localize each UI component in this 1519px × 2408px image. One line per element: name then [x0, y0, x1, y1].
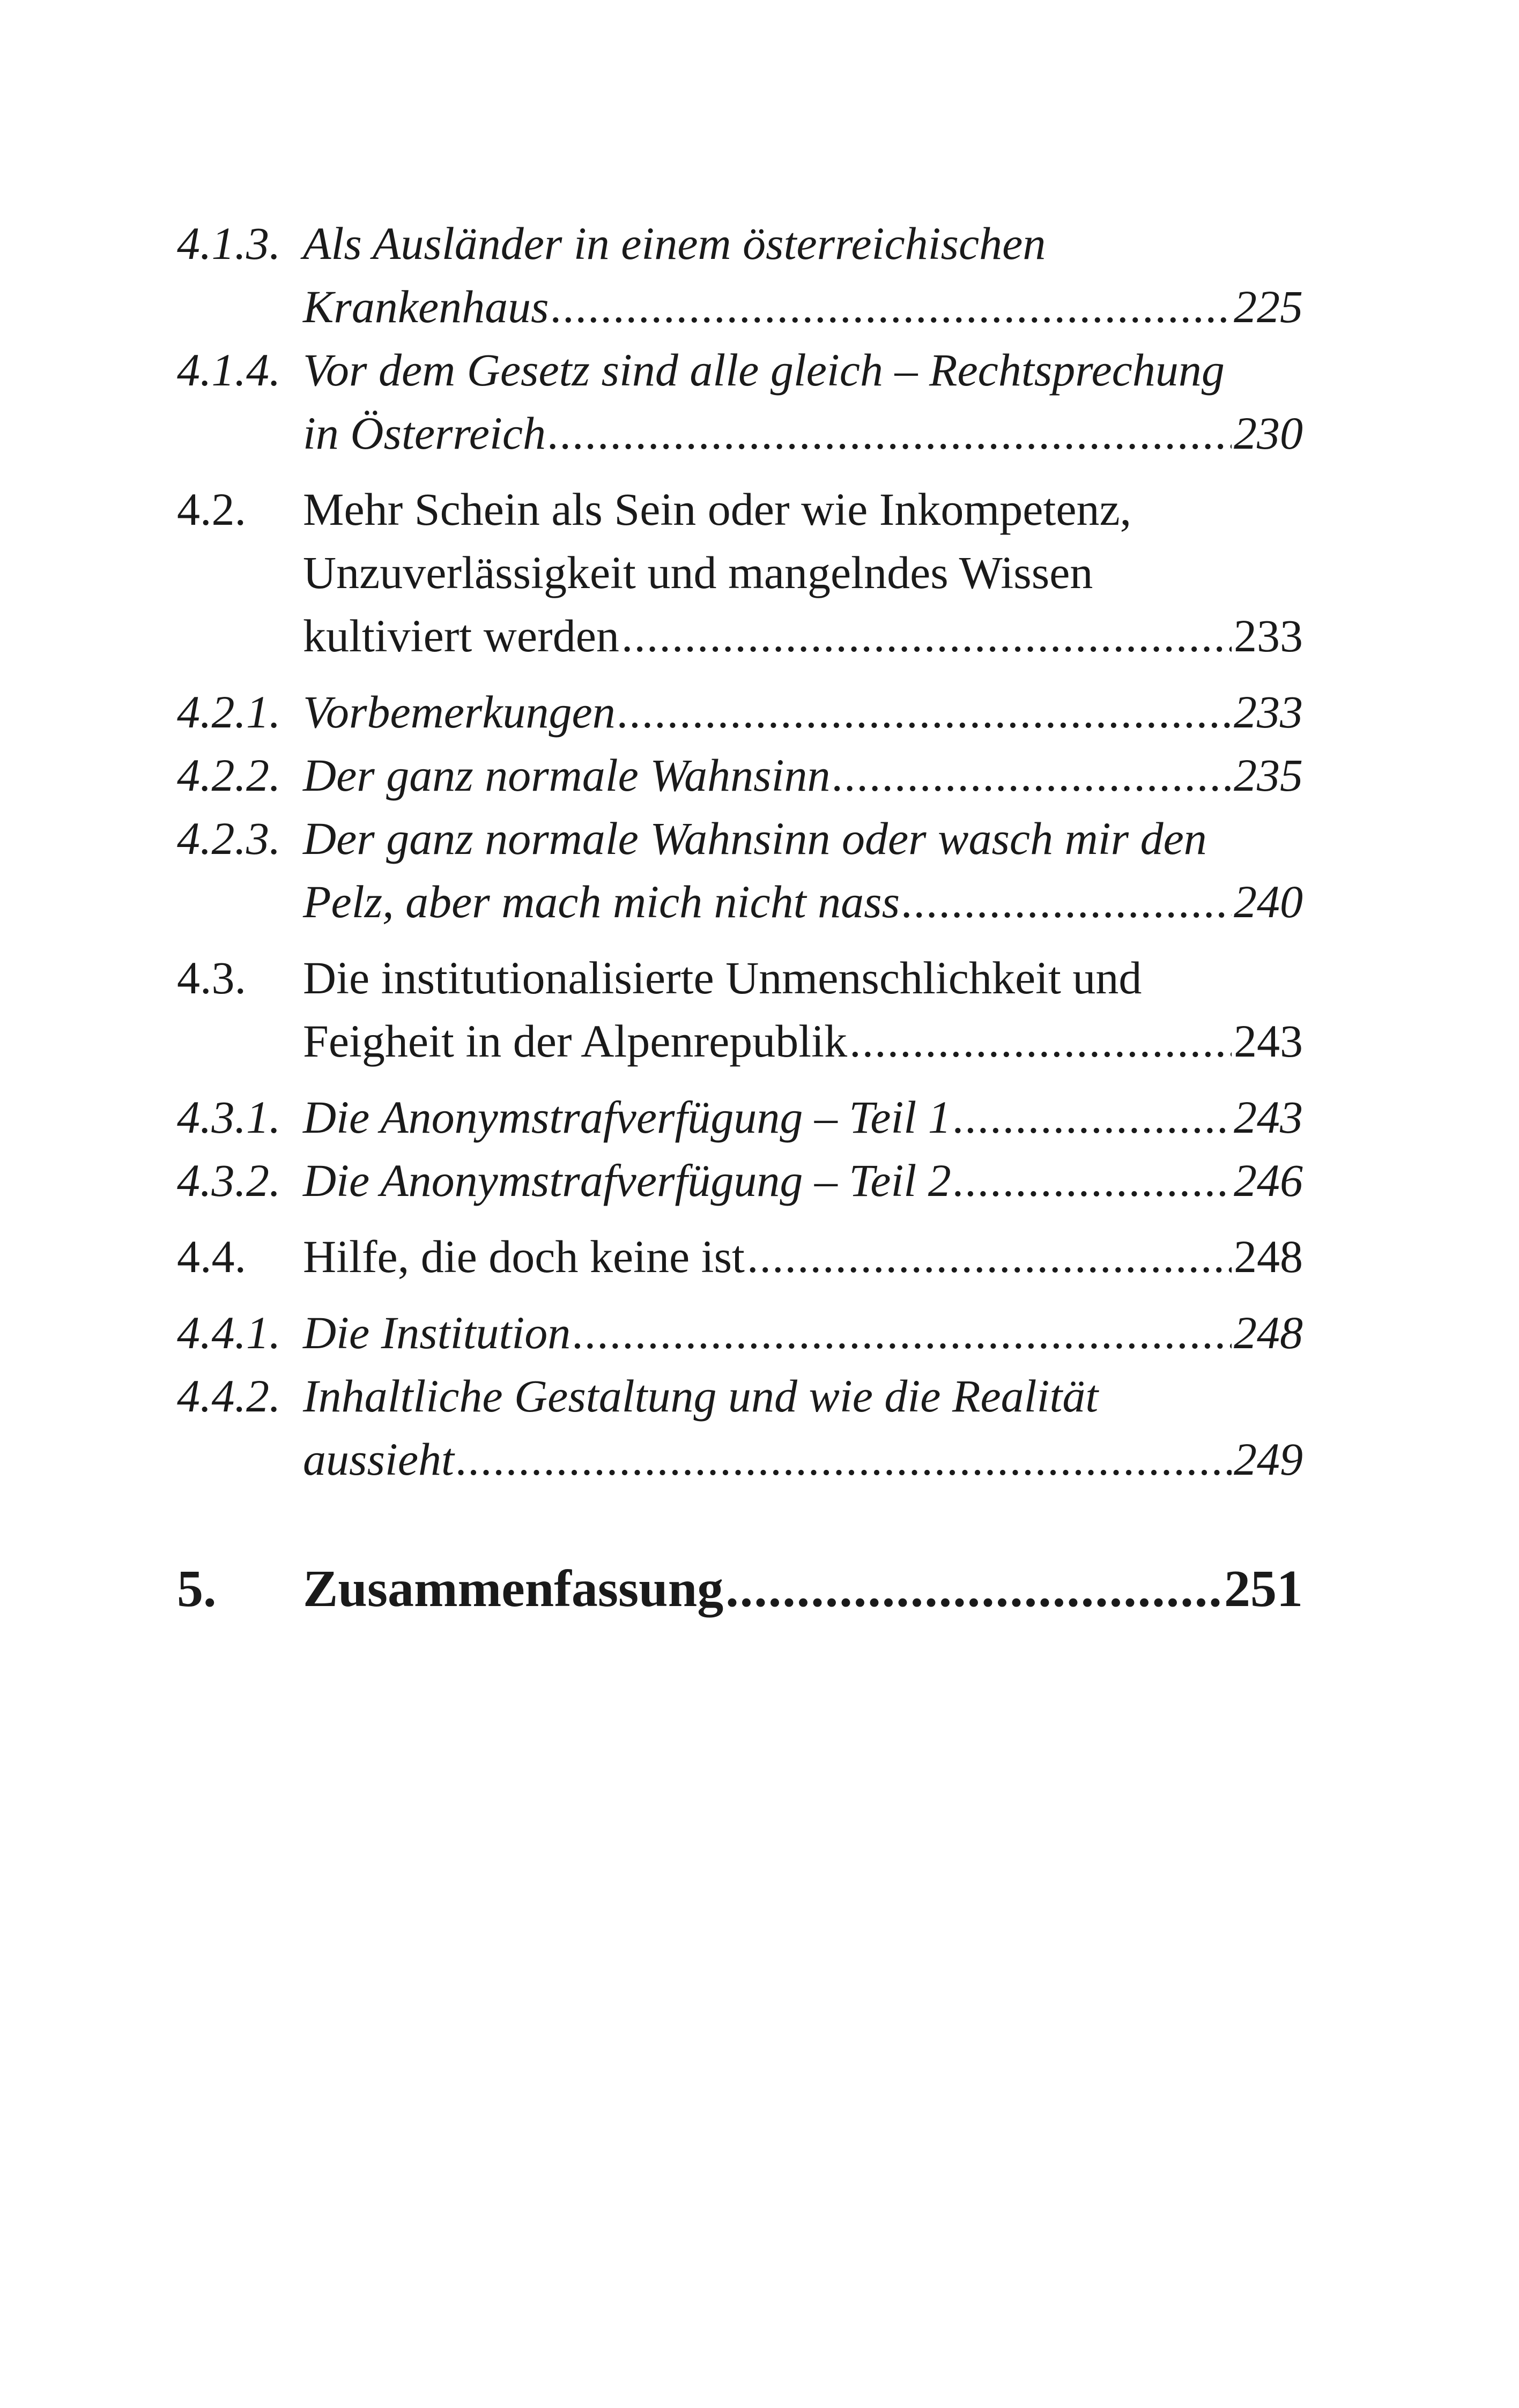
dot-leader — [621, 604, 1232, 667]
toc-entry-number: 4.2.2. — [177, 749, 281, 801]
toc-entry-title — [303, 1554, 1303, 1624]
toc-entry-title-line: Die Anonymstrafverfügung – Teil 2 — [303, 1155, 951, 1206]
toc-entry — [177, 212, 1303, 338]
toc-entry-number: 4.3. — [177, 952, 246, 1004]
toc-entry-page: 230 — [1234, 407, 1303, 459]
dot-leader — [618, 680, 1232, 744]
dot-leader — [747, 1225, 1232, 1288]
toc-entry-title-line: Die Institution — [303, 1307, 571, 1358]
toc-entry-title-line: Vor dem Gesetz sind alle gleich – Rechtsprechung — [303, 344, 1225, 396]
dot-leader — [902, 870, 1232, 933]
toc-entry-page: 235 — [1234, 749, 1303, 801]
toc-entry-page: 240 — [1234, 876, 1303, 927]
toc-entry-page: 249 — [1234, 1433, 1303, 1485]
dot-leader — [548, 402, 1232, 465]
toc-entry-page: 243 — [1234, 1091, 1303, 1143]
toc-entry-title — [303, 212, 1303, 338]
toc-entry-title-line: Feigheit in der Alpenrepublik — [303, 1015, 848, 1067]
toc-entry-title — [303, 1364, 1303, 1491]
toc-entry-title — [303, 1086, 1303, 1149]
toc-entry-number: 4.4. — [177, 1231, 246, 1282]
toc-entry-number: 4.3.2. — [177, 1155, 281, 1206]
toc-entry-number: 5. — [177, 1560, 217, 1618]
toc-entry-title-line: kultiviert werden — [303, 610, 619, 662]
toc-entry-title-line: aussieht — [303, 1433, 454, 1485]
dot-leader — [573, 1301, 1232, 1364]
toc-entry — [177, 1086, 1303, 1149]
toc-entry-title-line: Vorbemerkungen — [303, 686, 616, 738]
toc-entry — [177, 1149, 1303, 1212]
toc-entry-title-line: Mehr Schein als Sein oder wie Inkompetenz, — [303, 484, 1132, 535]
toc-entry-title — [303, 1301, 1303, 1364]
toc-entry-page: 248 — [1234, 1307, 1303, 1358]
toc-chapter-entry — [177, 1554, 1303, 1624]
toc-entry — [177, 680, 1303, 744]
toc-entry-title — [303, 807, 1303, 933]
toc-entry-title-line: Als Ausländer in einem österreichischen — [303, 218, 1046, 269]
toc-entry-title-line: Zusammenfassung — [303, 1560, 724, 1618]
toc-entry — [177, 338, 1303, 465]
toc-entry — [177, 1364, 1303, 1491]
table-of-contents — [177, 212, 1303, 1624]
toc-entry-number: 4.2. — [177, 484, 246, 535]
toc-entry-title — [303, 478, 1303, 667]
toc-entry-number: 4.1.3. — [177, 218, 281, 269]
toc-entry-number: 4.3.1. — [177, 1091, 281, 1143]
toc-entry-page: 246 — [1234, 1155, 1303, 1206]
toc-entry-page: 233 — [1234, 686, 1303, 738]
toc-entry-page: 251 — [1224, 1560, 1303, 1618]
toc-entry — [177, 807, 1303, 933]
dot-leader — [551, 275, 1232, 338]
toc-entry-title-line: Pelz, aber mach mich nicht nass — [303, 876, 900, 927]
toc-entry-page: 243 — [1234, 1015, 1303, 1067]
dot-leader — [953, 1086, 1232, 1149]
dot-leader — [953, 1149, 1232, 1212]
toc-entry-page: 248 — [1234, 1231, 1303, 1282]
toc-entry — [177, 1225, 1303, 1288]
dot-leader — [849, 1009, 1232, 1073]
toc-entry-number: 4.2.3. — [177, 813, 281, 864]
toc-entry-page: 225 — [1234, 281, 1303, 332]
toc-entry-title — [303, 1225, 1303, 1288]
toc-entry-title-line: Die institutionalisierte Unmenschlichkeit und — [303, 952, 1142, 1004]
dot-leader — [725, 1554, 1222, 1624]
toc-entry-title — [303, 338, 1303, 465]
toc-entry-number: 4.2.1. — [177, 686, 281, 738]
toc-entry-title-line: Inhaltliche Gestaltung und wie die Realität — [303, 1370, 1099, 1422]
toc-entry — [177, 946, 1303, 1073]
toc-entry-number: 4.4.1. — [177, 1307, 281, 1358]
toc-entry-title-line: Die Anonymstrafverfügung – Teil 1 — [303, 1091, 951, 1143]
toc-entry — [177, 478, 1303, 667]
toc-entry-page: 233 — [1234, 610, 1303, 662]
toc-entry-title-line: Krankenhaus — [303, 281, 549, 332]
toc-entry-number: 4.4.2. — [177, 1370, 281, 1422]
toc-entry-title — [303, 744, 1303, 807]
toc-entry-title-line: Unzuverlässigkeit und mangelndes Wissen — [303, 547, 1093, 598]
toc-entry-title-line: Der ganz normale Wahnsinn — [303, 749, 831, 801]
toc-entry — [177, 1301, 1303, 1364]
toc-entry-title — [303, 680, 1303, 744]
dot-leader — [456, 1428, 1232, 1491]
toc-entry-number: 4.1.4. — [177, 344, 281, 396]
toc-entry-title-line: Der ganz normale Wahnsinn oder wasch mir den — [303, 813, 1207, 864]
dot-leader — [832, 744, 1232, 807]
toc-entry-title — [303, 946, 1303, 1073]
toc-entry — [177, 744, 1303, 807]
toc-entry-title-line: in Österreich — [303, 407, 546, 459]
toc-entry-title — [303, 1149, 1303, 1212]
toc-entry-title-line: Hilfe, die doch keine ist — [303, 1231, 745, 1282]
